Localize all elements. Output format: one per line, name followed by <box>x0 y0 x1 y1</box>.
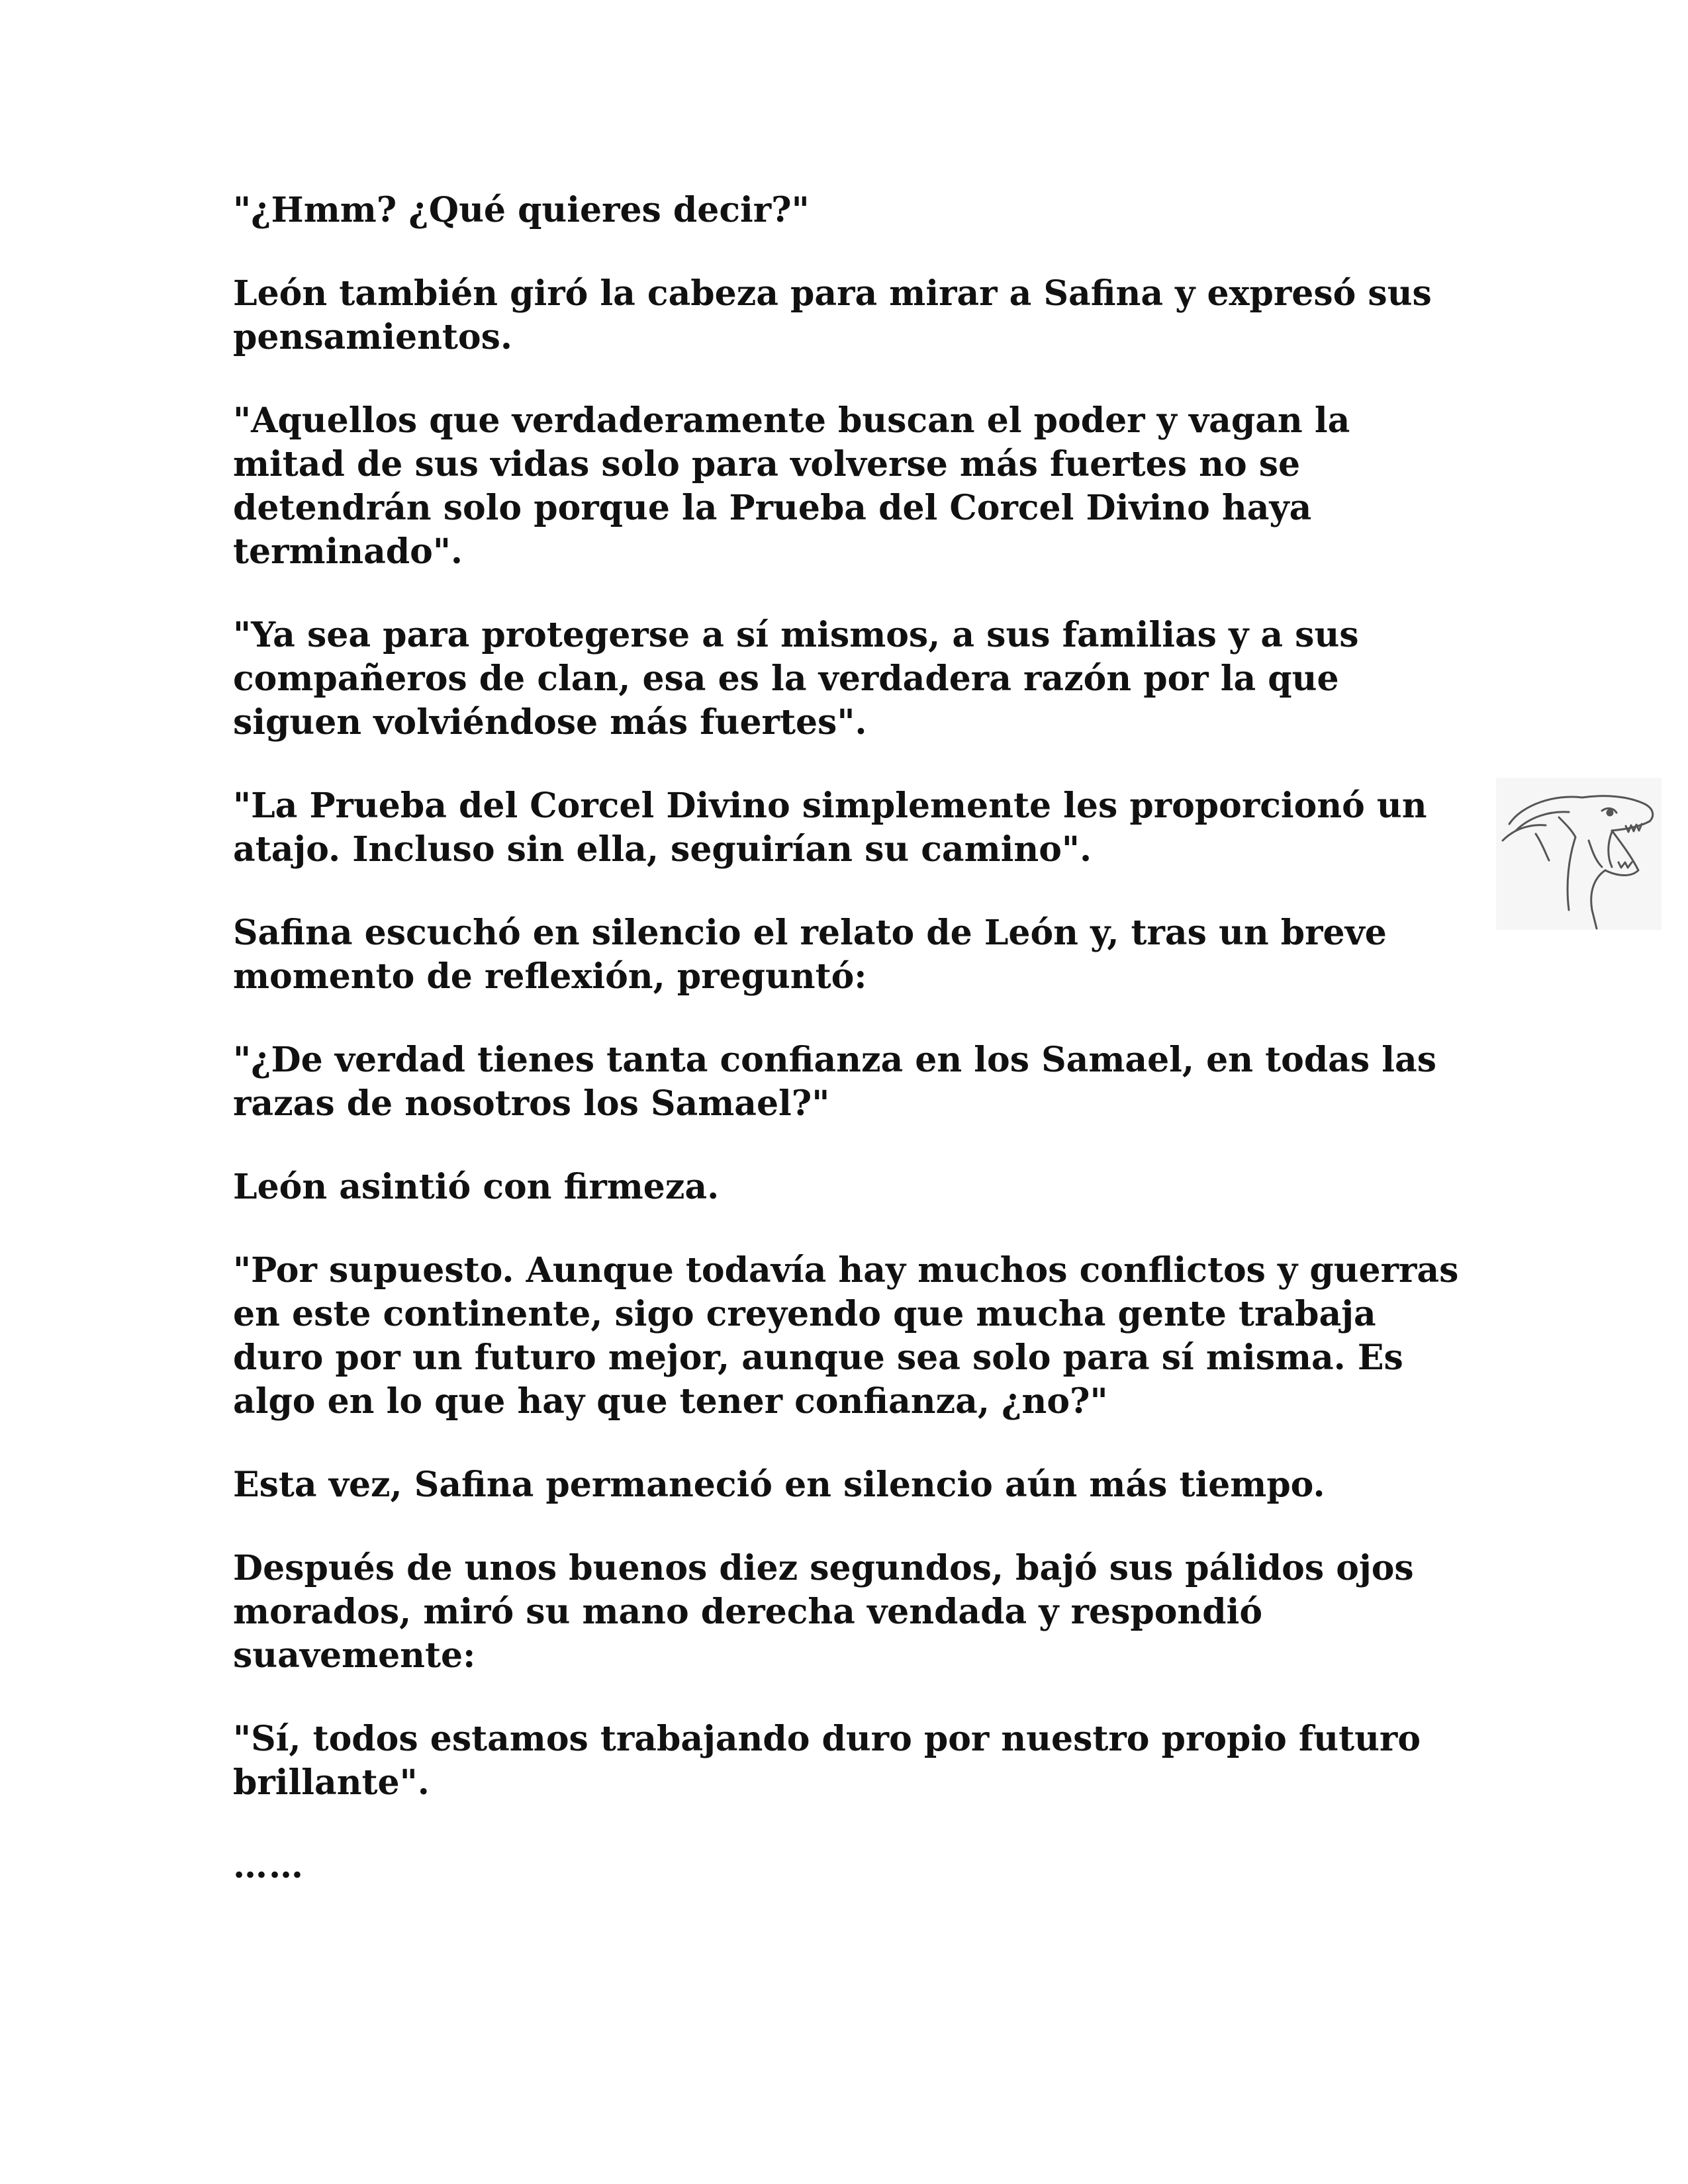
paragraph: "¿De verdad tienes tanta confianza en los Samael, en todas las razas de nosotros los Samael?" <box>233 1040 1436 1124</box>
paragraph: Después de unos buenos diez segundos, bajó sus pálidos ojos morados, miró su mano derecha vendada y respondió suavemente: <box>233 1548 1414 1676</box>
paragraph: "Sí, todos estamos trabajando duro por nuestro propio futuro brillante". <box>233 1719 1421 1803</box>
document-body <box>233 189 1471 1928</box>
paragraph: "Por supuesto. Aunque todavía hay muchos conflictos y guerras en este continente, sigo creyendo que mucha gente trabaja duro por un futuro mejor, aunque sea solo para sí misma. Es algo en lo que hay que tener confianza, ¿no?" <box>233 1250 1459 1422</box>
paragraph: León también giró la cabeza para mirar a Safina y expresó sus pensamientos. <box>233 273 1432 357</box>
paragraph: "Ya sea para protegerse a sí mismos, a sus familias y a sus compañeros de clan, esa es la verdadera razón por la que siguen volviéndose más fuertes". <box>233 615 1359 743</box>
dinosaur-head-sketch-icon <box>1496 778 1662 930</box>
paragraph: "La Prueba del Corcel Divino simplemente les proporcionó un atajo. Incluso sin ella, seguirían su camino". <box>233 786 1427 870</box>
paragraph: "¿Hmm? ¿Qué quieres decir?" <box>233 190 810 230</box>
ellipsis-separator: …… <box>233 1846 305 1886</box>
paragraph: "Aquellos que verdaderamente buscan el poder y vagan la mitad de sus vidas solo para volverse más fuertes no se detendrán solo porque la Prueba del Corcel Divino haya terminado". <box>233 400 1350 572</box>
paragraph: Safina escuchó en silencio el relato de León y, tras un breve momento de reflexión, preguntó: <box>233 913 1387 997</box>
paragraph: León asintió con firmeza. <box>233 1167 720 1207</box>
paragraph: Esta vez, Safina permaneció en silencio aún más tiempo. <box>233 1465 1325 1505</box>
